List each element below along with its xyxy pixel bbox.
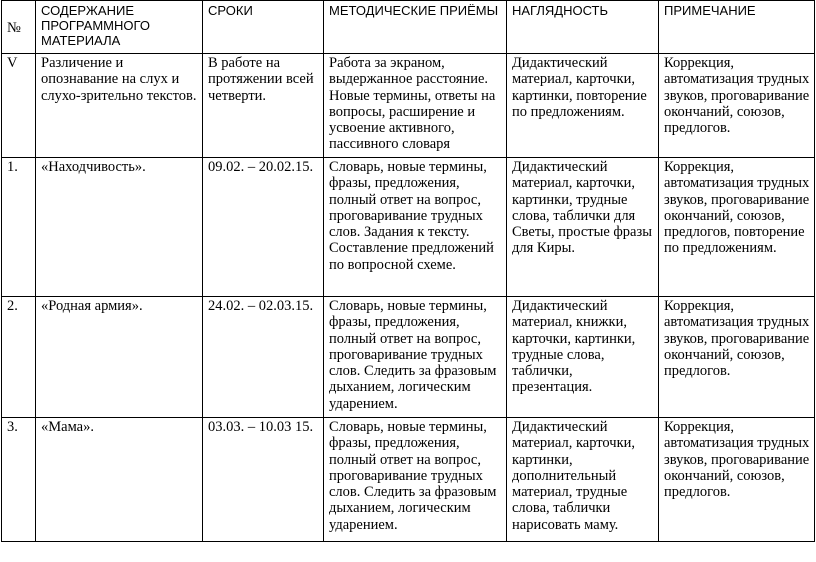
row-visuals: Дидактический материал, книжки, карточки, картинки, трудные слова, таблички, презентация.: [507, 297, 659, 418]
header-methods: МЕТОДИЧЕСКИЕ ПРИЁМЫ: [324, 1, 507, 54]
row-num: 3.: [2, 418, 36, 542]
header-visuals: НАГЛЯДНОСТЬ: [507, 1, 659, 54]
row-notes: Коррекция, автоматизация трудных звуков, проговаривание окончаний, союзов, предлогов.: [659, 54, 815, 158]
row-methods: Словарь, новые термины, фразы, предложения, полный ответ на вопрос, проговаривание трудных слов. Задания к тексту. Составление предложений по вопросной схеме.: [324, 158, 507, 297]
table-row: [2, 418, 815, 542]
row-visuals: Дидактический материал, карточки, картинки, дополнительный материал, трудные слова, таблички нарисовать маму.: [507, 418, 659, 542]
header-notes: ПРИМЕЧАНИЕ: [659, 1, 815, 54]
row-num: V: [2, 54, 36, 158]
row-content: «Родная армия».: [36, 297, 203, 418]
row-content: Различение и опознавание на слух и слухо-зрительно текстов.: [36, 54, 203, 158]
row-methods: Работа за экраном, выдержанное расстояние. Новые термины, ответы на вопросы, расширение и усвоение активного, пассивного словаря: [324, 54, 507, 158]
table-row: [2, 297, 815, 418]
row-notes: Коррекция, автоматизация трудных звуков, проговаривание окончаний, союзов, предлогов, повторение по предложениям.: [659, 158, 815, 297]
row-dates: 24.02. – 02.03.15.: [203, 297, 324, 418]
table-header-row: [2, 1, 815, 54]
header-content: СОДЕРЖАНИЕ ПРОГРАММНОГО МАТЕРИАЛА: [36, 1, 203, 54]
lesson-plan-table: [1, 0, 815, 542]
header-dates: СРОКИ: [203, 1, 324, 54]
row-dates: В работе на протяжении всей четверти.: [203, 54, 324, 158]
row-visuals: Дидактический материал, карточки, картинки, трудные слова, таблички для Светы, простые фразы для Киры.: [507, 158, 659, 297]
row-notes: Коррекция, автоматизация трудных звуков, проговаривание окончаний, союзов, предлогов.: [659, 418, 815, 542]
table-row: [2, 54, 815, 158]
row-num: 2.: [2, 297, 36, 418]
row-dates: 03.03. – 10.03 15.: [203, 418, 324, 542]
row-notes: Коррекция, автоматизация трудных звуков, проговаривание окончаний, союзов, предлогов.: [659, 297, 815, 418]
row-methods: Словарь, новые термины, фразы, предложения, полный ответ на вопрос, проговаривание трудных слов. Следить за фразовым дыханием, логическим ударением.: [324, 418, 507, 542]
row-content: «Находчивость».: [36, 158, 203, 297]
row-dates: 09.02. – 20.02.15.: [203, 158, 324, 297]
row-methods: Словарь, новые термины, фразы, предложения, полный ответ на вопрос, проговаривание трудных слов. Следить за фразовым дыханием, логическим ударением.: [324, 297, 507, 418]
header-num: №: [2, 1, 36, 54]
table-row: [2, 158, 815, 297]
row-num: 1.: [2, 158, 36, 297]
row-content: «Мама».: [36, 418, 203, 542]
row-visuals: Дидактический материал, карточки, картинки, повторение по предложениям.: [507, 54, 659, 158]
